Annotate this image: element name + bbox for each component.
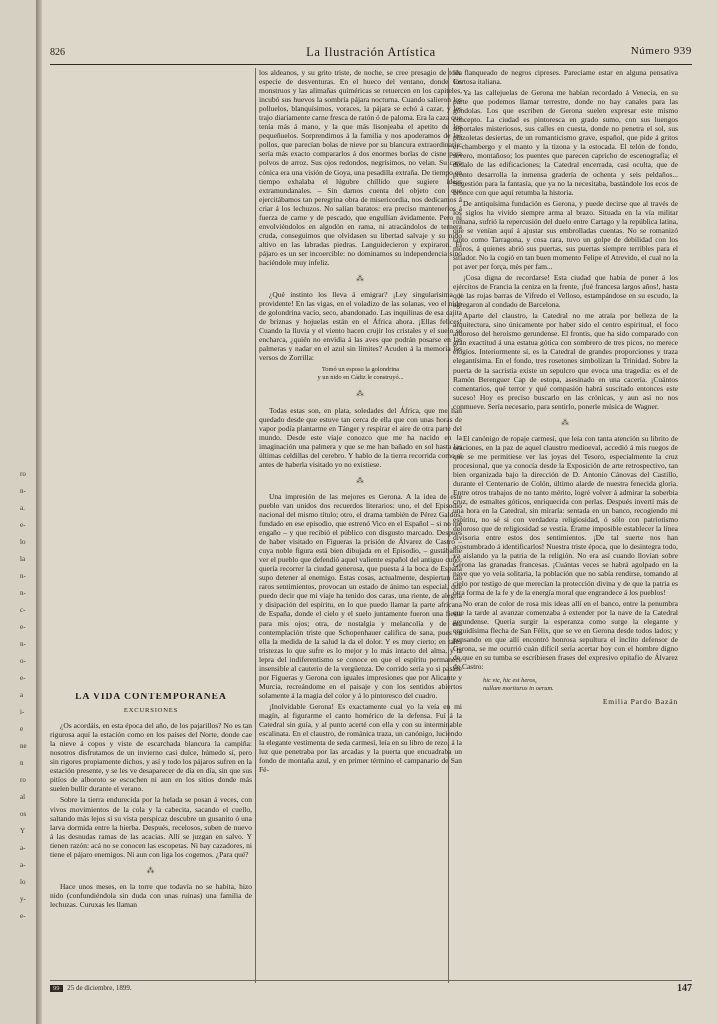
facing-page-text-fragment: n-: [20, 589, 26, 597]
article-column-2: [259, 68, 462, 983]
epitaph-line: hic vic, hic est heros,: [483, 677, 537, 684]
section-break-asterism: ⁂: [356, 475, 365, 485]
facing-page-text-fragment: Y: [20, 827, 26, 835]
facing-page-text-fragment: a.: [20, 504, 25, 512]
facing-page-text-fragment: la: [20, 555, 26, 563]
facing-page-text-fragment: e-: [20, 674, 26, 682]
author-signature: Emilia Pardo Bazán: [602, 697, 678, 706]
facing-page-text-fragment: ne: [20, 742, 27, 750]
paragraph: Una impresión de las mejores es Gerona. A la idea de este pueblo van unidos dos recuerdos literarios: uno, el del Episodio nacional del mismo título; otro, el drama también de Pérez Galdós, fundado en ese episodio, que estrenó Vico en el Español – si no me engaño – y que recibió el público con disgusto marcado. Después de haber visitado en Figueras la prisión de Álvarez de Castro – cuya noble figura está bien dibujada en el Episodio, – gustábame ver el pueblo que defendió aquel valiente español del antiguo cuño; quería recorrer la ciudad generosa, que puesta á la boca de España supo detener al enemigo. Estas cosas, actualmente, despiertan tan raros sentimientos, provocan un estado de ánimo tan especial, que puedo decir que mi viaje ha tenido dos caras, una riente, de alegría y disipación del espíritu, en lo que puedo llamar la parte africana de España, donde el cielo y el suelo juntamente fueron una fiesta para mis ojos; otra, de nostalgia y melancolía y de esa contemplación triste que Schopenhauer califica de sana, pues en ella la medida de la salud la da el dolor. Y es muy cierto; en tales tristezas lo que sufre es lo mejor y lo más intacto del alma, y la lepra del indiferentismo se conoce en que el espíritu permanece insensible al cauterio de la vergüenza. De corrido sería yo si pasase por Figueras y Gerona con iguales impresiones que por Alicante y Murcia, recreándome en el paisaje y con los sentidos abiertos solamente á la magia del color y á lo pintoresco del cuadro.: [259, 491, 462, 700]
facing-page-text-fragment: n: [20, 759, 24, 767]
paragraph: ¡Inolvidable Gerona! Es exactamente cual yo la veía en mi magín, al figurarme el canto homérico de la defensa. Fuí á la Catedral sin guía, y al punto acerté con ella y con su interminable escalinata. En el claustro, de románica traza, un canónigo, luciendo la elegante vestimenta de seda carmesí, leía en su libro de rezo, á la luz que penetraba por las arcadas y la puerta que encuadraba un fondo de montaña azul, y en primer término el campanario de San Fé-: [259, 701, 462, 775]
facing-page-text-fragment: e: [20, 725, 24, 733]
epitaph-line: nullam moriturus in oerum.: [483, 685, 554, 692]
facing-page-text-fragment: lo: [20, 878, 26, 886]
section-break-asterism: ⁂: [356, 389, 365, 399]
issue-date: 25 de diciembre, 1899.: [67, 984, 132, 992]
paragraph: Hace unos meses, en la torre que todavía no se habita, hizo nido (confundiéndola sin duda con unas ruinas) una familia de lechuzas. Curuxas les llaman: [50, 881, 252, 909]
facing-page-text-fragment: e-: [20, 521, 26, 529]
magazine-page: [42, 0, 718, 1024]
facing-page-text-fragment: a-: [20, 861, 26, 869]
section-break-asterism: ⁂: [561, 417, 570, 427]
header-rule: [50, 64, 692, 65]
facing-page-text-fragment: o-: [20, 657, 26, 665]
paragraph: Aparte del claustro, la Catedral no me atraía por belleza de la arquitectura, sino únicamente por haber sido el centro espiritual, el foco ardoroso del heroísmo gerundense. El frontis, que ha sido comparado con gran exactitud á una estatua gótica con sombrero de tres picos, no merece elogios. Interiormente sí, es la Catedral de grandes proporciones y traza elegantísima. En el fondo, tres rosetones simbolizan la Trinidad. Sobre la puerta de la sacristía existe un sepulcro que evoca una tragedia: es el de Ramón Berenguer Cap de estopa, asesinado en una cacería. ¡Cuántos comentarios, qué terror y qué compasión habrá suscitado entonces este suceso! Hoy es preciso buscarlo en las crónicas, y aun así no nos conmueve. Sería necesario, para sentirlo, ponerle música de Wagner.: [453, 311, 678, 411]
article-column-1: [50, 693, 252, 983]
page-header: [50, 45, 692, 61]
paragraph: ¡Cosa digna de recordarse! Esta ciudad que había de poner á los ejércitos de Francia la ceniza en la frente, ¡fué francesa largos años!, hasta que las rojas barras de Vifredo el Velloso, estampándose en su escudo, la agregaron al condado de Barcelona.: [453, 273, 678, 310]
paragraph: ¿Os acordáis, en esta época del año, de los pajarillos? No es tan rigurosa aquí la estación como en los países del Norte, donde cae la nieve á copos y viste de escarchada blancura la campiña: nosotros disfrutamos de un invierno casi dulce, húmedo sí, pero sin rigores propiamente dichos, y así y todo los pájaros sufren en la estación presente, y se les ve desaparecer de día en día, sin que sus pitíos de alboroto se escuchen ni aun en los sitios donde más suelen bullir durante el verano.: [50, 721, 252, 794]
facing-page-text-fragment: al: [20, 793, 26, 801]
paragraph: Ya las callejuelas de Gerona me habían recordado á Venecia, en su parte que podemos llamar terrestre, donde no hay canales para las góndolas. Los que escriben de Gerona suelen expresar este mismo concepto. La ciudad es pintoresca en grado sumo, con sus luengos soportales misteriosos, sus calles en cuesta, donde no penetra el sol, sus plazoletas desiertas, de un romanticismo grave, español, que pide á gritos el chambergo y el manto y la tizona y la estocada. El telón de fondo, severo, montañoso; los puentes que parecen capricho de escenografía; el dédalo de las edificaciones; la Catedral encerrada, casi oculta, que de pronto desarrolla la inmensa gradería de ochenta y seis peldaños... Sugestión para la fantasía, que ya no la necesitaba, bastándole los ecos de bronce con que aquí retumba la historia.: [453, 88, 678, 197]
section-break-asterism: ⁂: [146, 865, 156, 875]
paragraph: ¿Qué instinto los lleva á emigrar? ¡Ley singularísima y providente! En las vigas, en el voladizo de las solanas, veo el nido de golondrina vacío, seco, abandonado. Las inquilinas de esa cajita de briznas y hojuelas están en el África ahora. ¡Ellas felices! Cuando la lluvia y el viento hacen crujir los cristales y el suelo se encharca, ¿quién no envidia á las aves que podrán posarse en las palmeras y nadar en el azul sin límites? Acuden á la memoria los versos de Zorrilla:: [259, 290, 462, 363]
epitaph-quote: [483, 677, 678, 693]
facing-page-text-fragment: lo: [20, 538, 26, 546]
paragraph: Todas estas son, en plata, soledades del África, que me han quedado desde que estuve tan cerca de ella que con unas horas de vapor podía plantarme en Tánger y respirar el aire de otra parte del mundo. Desde este viaje conozco que me ha nacido en la imaginación una palmera y que se me han bañado en sol hasta las últimas celdillas del cerebro. Y hablo de la tierra recorrida como si antes de haberla visitado yo no existiese.: [259, 405, 462, 469]
footer-rule: [50, 980, 692, 981]
facing-page-text-fragment: n-: [20, 572, 26, 580]
facing-page-text-fragment: ro: [20, 776, 26, 784]
section-title: LA VIDA CONTEMPORÁNEA: [75, 693, 227, 702]
article-column-3: [453, 68, 678, 983]
facing-page-text-fragment: i-: [20, 708, 25, 716]
page-number-right: 147: [677, 983, 692, 994]
facing-page-text-fragment: os: [20, 810, 27, 818]
verse-line: Tomó un esposo la golondrina: [321, 366, 400, 374]
facing-page-text-fragment: y-: [20, 895, 26, 903]
column-divider: [255, 68, 256, 983]
section-subtitle: EXCURSIONES: [123, 707, 179, 715]
paragraph: Sobre la tierra endurecida por la helada se posan á veces, con vivos movimientos de la cola y la cabecita, sacando el cuello, saltando más lejos si su vista perspicaz descubre un gusanito ó una larva dormida entre la hierba. Después, recelosos, suben de nuevo á las desnudas ramas de las acacias. Allí se juzgan en salvo. Y tienen razón: acá no se conocen las escopetas. Ni hay cazadores, ni tiene el pájaro enemigos. Ni aun con liga los cogemos. ¿Para qué?: [50, 795, 252, 859]
page-footer: [50, 984, 692, 998]
facing-page-text-fragment: a: [20, 691, 24, 699]
verse-line: y un nido en Cádiz le construyó...: [317, 374, 404, 382]
paragraph: El canónigo de ropaje carmesí, que leía con tanta atención su librito de oraciones, en la paz de aquel claustro medioeval, accedió á mis ruegos de que se me permitiese ver las joyas del Tesoro, especialmente la cruz procesional, que ya conocía desde la Exposición de arte retrospectivo, tan bien organizada bajo la dirección de D. Antonio Cánovas del Castillo, durante el Centenario de Colón, último alarde de nuestra fenecida gloria. Entre otros trabajos de no tanto mérito, logré volver á admirar la soberbia cruz, de esmaltes góticos, enriquecida con perlas. Después invertí más de una hora en la Catedral, sin mirarla: sentada en un banco, recogiendo mi espíritu, no sé si con verdadera religiosidad, ó sólo con patriotismo doloroso que de religiosidad se vestía. Érame imposible establecer la línea divisoria entre estos dos sentimientos. ¡De tal suerte nos han acostumbrado á identificarlos! Nuestra triste época, que lo desintegra todo, va aislando ya la patria de la religión. No era así cuando llovían sobre Gerona las granadas francesas. ¡Cuántas veces se habrá agolpado en la nave que yo veía solitaria, la población que no sabía rendirse, tomando al cielo por testigo de que merecían la protección divina y de que la patria es otra forma de la fe y de la energía moral que engrandece á los pueblos!: [453, 433, 678, 597]
facing-page-text-fragment: n-: [20, 640, 26, 648]
paragraph: De antiquísima fundación es Gerona, y puede decirse que al través de los siglos ha vivido siempre arma al brazo. Situada en la vía militar romana, sufrió la repercusión del duelo entre Cartago y la república latina, que se venían aquí á ajustar sus embrolladas cuentas. No se romanizó tanto como Tarragona, y cosa rara, tuvo un golpe de debilidad con los moros, á quienes abrió sus puertas, sus puertas siempre terribles para el sitiador. No la cogió en tan buen momento Felipe el Atrevido, el cual no la pot aver per força, mès per fam...: [453, 198, 678, 271]
facing-page-text-fragment: e-: [20, 623, 26, 631]
adjacent-page-edge: [0, 0, 36, 1024]
facing-page-text-fragment: a-: [20, 844, 26, 852]
verse-quote: [259, 366, 462, 382]
paragraph: lix flanqueado de negros cipreses. Pareciame estar en alguna pensativa Certosa italiana.: [453, 68, 678, 87]
page-number-left: 826: [50, 47, 65, 58]
issue-badge: 99: [50, 985, 63, 992]
facing-page-text-fragment: n-: [20, 487, 26, 495]
publication-title: La Ilustración Artística: [306, 45, 436, 59]
section-break-asterism: ⁂: [356, 274, 365, 284]
paragraph: los aldeanos, y su grito triste, de noche, se cree presagio de toda especie de desventuras. En el hueco del ventano, donde los monstruos y las alimañas quiméricas se retuercen en los capiteles, incubó sus huevos la sombría pájara nocturna. Cuando salieron los polluelos, blanquísimos, voraces, la pájara se echó á cazar, y les trajo diariamente carne fresca de ratón ó de paloma. Era la caza que tenía más á mano, y la que más lisonjeaba el apetito de los pequeñuelos. Sorprendimos á la familia y nos apoderamos de los pollos, que parecían bolas de nieve por su blancura extraordinaria; sería más exacto compararlos á dos enormes borlas de cisne para polvos de arroz. Sus ojos redondos, negrísimos, no velan. Su cara cónica era una visión de Goya, una pesadilla extraña. De tiempo en tiempo exhalaba el lúgubre chillido que sugiere ideas extramundanales. – Sin darnos cuenta del objeto con que ejercitábamos tan peregrina obra de misericordia, nos dedicamos á criar á los lechuzos. No salían baratos: era preciso mantenerlos á fuerza de carne y de pescado, que engullían ávidamente. Pero ni envolviéndolos en algodón en rama, ni atracándolos de ternera cruda, conseguimos que olvidasen su libertad salvaje y su nido altivo en las labradas piedras. Languidecieron y expiraron. El pájaro es un ser incoercible: no dominamos su independencia sino haciéndole muy infeliz.: [259, 68, 462, 267]
paragraph: No eran de color de rosa mis ideas allí en el banco, entre la penumbra que la tarde al avanzar comenzaba á extender por la nave de la Catedral gerundense. Quería surgir la esperanza como surge la elegante y erguidísima flecha de San Félix, que se ve en Gerona desde todos lados; y pensando en que allí encontró honrosa sepultura el ínclito defensor de Gerona, se me ocurrió cuán difícil sería acertar hoy con el hombre digno de que en su tumba se escribiesen frases del expresivo epitafio de Álvarez de Castro:: [453, 598, 678, 671]
issue-number: Número 939: [630, 45, 692, 57]
facing-page-text-fragment: e-: [20, 912, 26, 920]
facing-page-text-fragment: c-: [20, 606, 26, 614]
facing-page-text-fragment: ro: [20, 470, 26, 478]
